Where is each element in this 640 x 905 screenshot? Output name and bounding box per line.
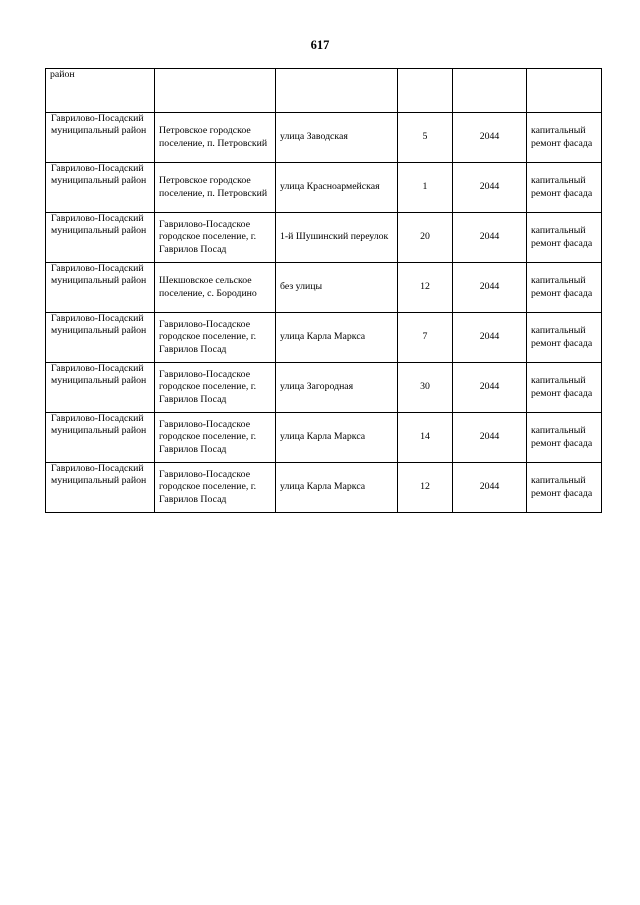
cell-district: Гаврилово-Посадский муниципальный район (46, 363, 155, 413)
cell-house-number: 20 (398, 213, 453, 263)
cell-district: Гаврилово-Посадский муниципальный район (46, 413, 155, 463)
page-number: 617 (310, 38, 330, 52)
cell-year: 2044 (453, 213, 527, 263)
cell-house-number: 7 (398, 313, 453, 363)
cell-district: Гаврилово-Посадский муниципальный район (46, 213, 155, 263)
cell-year: 2044 (453, 363, 527, 413)
cell-settlement: Гаврилово-Посадское городское поселение, г. Гаврилов Посад (155, 213, 276, 263)
cell-work-type: капитальный ремонт фасада (527, 263, 602, 313)
table-row (46, 213, 602, 263)
cell-district: Гаврилово-Посадский муниципальный район (46, 263, 155, 313)
table-row (46, 463, 602, 513)
table-row (46, 163, 602, 213)
table-row (46, 313, 602, 363)
cell-district: Гаврилово-Посадский муниципальный район (46, 163, 155, 213)
cell-year (453, 69, 527, 113)
cell-street: улица Карла Маркса (276, 413, 398, 463)
cell-work-type: капитальный ремонт фасада (527, 213, 602, 263)
cell-year: 2044 (453, 463, 527, 513)
cell-work-type: капитальный ремонт фасада (527, 463, 602, 513)
cell-work-type: капитальный ремонт фасада (527, 413, 602, 463)
cell-year: 2044 (453, 113, 527, 163)
cell-street: без улицы (276, 263, 398, 313)
cell-year: 2044 (453, 413, 527, 463)
cell-house-number (398, 69, 453, 113)
cell-settlement: Гаврилово-Посадское городское поселение, г. Гаврилов Посад (155, 463, 276, 513)
table-row (46, 363, 602, 413)
cell-house-number: 30 (398, 363, 453, 413)
table-row-continued (46, 69, 602, 113)
cell-settlement: Гаврилово-Посадское городское поселение, г. Гаврилов Посад (155, 413, 276, 463)
cell-settlement: Гаврилово-Посадское городское поселение, г. Гаврилов Посад (155, 363, 276, 413)
table-body (46, 69, 602, 513)
cell-settlement: Петровское городское поселение, п. Петровский (155, 163, 276, 213)
cell-work-type (527, 69, 602, 113)
cell-district: Гаврилово-Посадский муниципальный район (46, 313, 155, 363)
cell-house-number: 12 (398, 463, 453, 513)
cell-street: улица Карла Маркса (276, 313, 398, 363)
cell-work-type: капитальный ремонт фасада (527, 363, 602, 413)
cell-district: район (46, 69, 155, 113)
cell-settlement: Петровское городское поселение, п. Петровский (155, 113, 276, 163)
cell-street: улица Карла Маркса (276, 463, 398, 513)
cell-street: улица Красноармейская (276, 163, 398, 213)
cell-year: 2044 (453, 163, 527, 213)
cell-work-type: капитальный ремонт фасада (527, 313, 602, 363)
cell-settlement: Гаврилово-Посадское городское поселение, г. Гаврилов Посад (155, 313, 276, 363)
cell-house-number: 14 (398, 413, 453, 463)
table-row (46, 113, 602, 163)
cell-work-type: капитальный ремонт фасада (527, 113, 602, 163)
cell-house-number: 5 (398, 113, 453, 163)
cell-year: 2044 (453, 313, 527, 363)
table-row (46, 413, 602, 463)
cell-street: 1-й Шушинский переулок (276, 213, 398, 263)
cell-work-type: капитальный ремонт фасада (527, 163, 602, 213)
cell-house-number: 1 (398, 163, 453, 213)
cell-year: 2044 (453, 263, 527, 313)
table-row (46, 263, 602, 313)
cell-house-number: 12 (398, 263, 453, 313)
cell-street (276, 69, 398, 113)
cell-district: Гаврилово-Посадский муниципальный район (46, 463, 155, 513)
cell-settlement: Шекшовское сельское поселение, с. Бородино (155, 263, 276, 313)
cell-district: Гаврилово-Посадский муниципальный район (46, 113, 155, 163)
cell-street: улица Загородная (276, 363, 398, 413)
cell-street: улица Заводская (276, 113, 398, 163)
repair-schedule-table (45, 68, 602, 513)
cell-settlement (155, 69, 276, 113)
